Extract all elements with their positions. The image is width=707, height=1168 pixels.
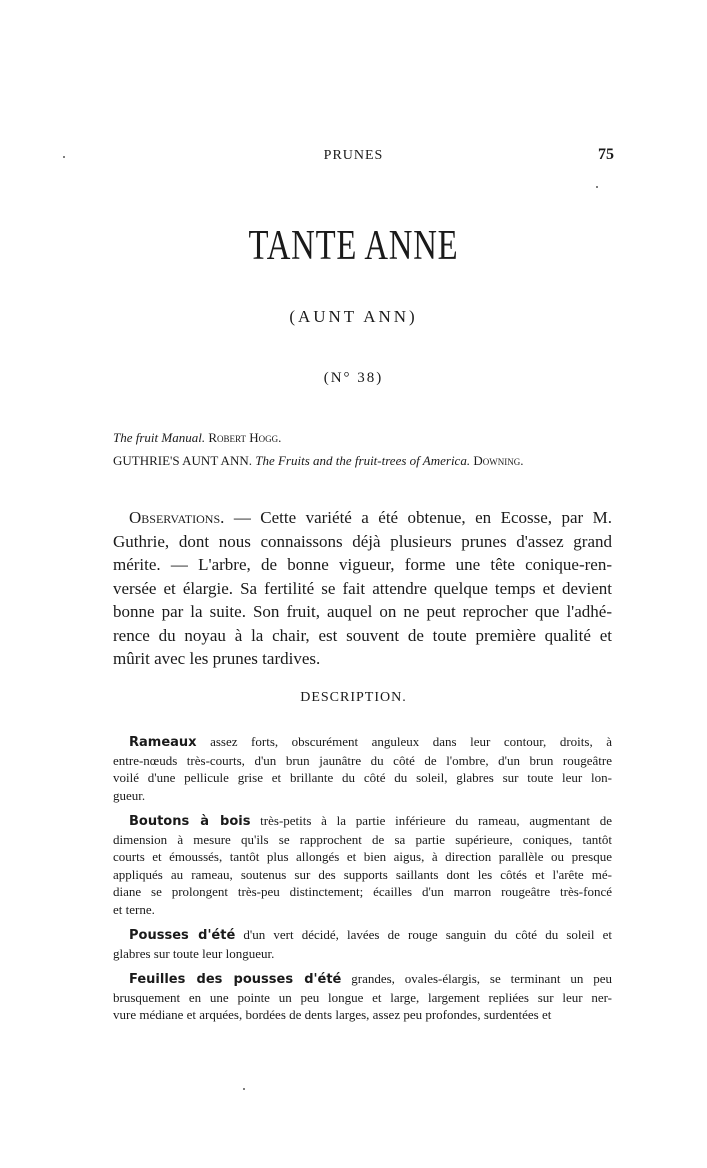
reference — [113, 426, 613, 449]
description-paragraph — [113, 812, 612, 918]
text-line: diane se prolongent très-peu distinctement; écailles d'un marron rougeâtre très-foncé — [113, 884, 612, 899]
text-line — [113, 506, 612, 530]
description-body — [113, 733, 612, 1032]
paragraph-lead: Boutons à bois — [129, 814, 251, 829]
text-fragment: grandes, ovales-élargis, se terminant un peu — [341, 971, 612, 986]
text-line — [113, 970, 612, 989]
text-line: entre-nœuds très-courts, d'un brun jaunâtre du côté de l'ombre, d'un brun rougeâtre — [113, 752, 612, 768]
text-line: Guthrie, dont nous connaissons déjà plusieurs prunes d'assez grand — [113, 531, 612, 551]
text-line — [113, 733, 612, 752]
text-line: gueur. — [113, 787, 146, 803]
text-fragment: — Cette variété a été obtenue, en Ecosse, par M. — [224, 508, 612, 527]
text-line: glabres sur toute leur longueur. — [113, 945, 275, 961]
paragraph-lead: Pousses d'été — [129, 928, 236, 943]
reference-author: Downing. — [473, 453, 524, 468]
references — [113, 426, 613, 472]
reference-work: The Fruits and the fruit-trees of America. — [255, 453, 471, 468]
text-line: voilé d'une pellicule grise et brillante du côté du soleil, glabres sur toute leur lon- — [113, 770, 612, 785]
subtitle: (AUNT ANN) — [289, 307, 418, 326]
text-line: rence du noyau à la chair, est souvent de toute première qualité et — [113, 625, 612, 645]
observations-lead: Observations. — [129, 508, 225, 527]
paragraph-lead: Rameaux — [129, 735, 197, 750]
text-line: courts et émoussés, tantôt plus allongés et bien aigus, à direction parallèle ou presque — [113, 849, 612, 864]
text-line — [113, 926, 612, 945]
text-line: dimension à mesure qu'ils se rapprochent de sa partie supérieure, coniques, tantôt — [113, 831, 612, 847]
text-line: appliqués au rameau, soutenus sur des supports saillants dont les côtés et l'arête mé- — [113, 866, 612, 882]
text-line: bonne par la suite. Son fruit, auquel on ne peut reprocher que l'adhé- — [113, 602, 612, 621]
page-title: TANTE ANNE — [248, 223, 459, 269]
text-line: mûrit avec les prunes tardives. — [113, 649, 321, 668]
description-paragraph — [113, 970, 612, 1024]
text-fragment: assez forts, obscurément anguleux dans leur contour, droits, à — [196, 734, 612, 749]
scan-speck — [63, 156, 65, 158]
text-line: vure médiane et arquées, bordées de dents larges, assez peu profondes, surdentées et — [113, 1007, 552, 1022]
description-paragraph — [113, 733, 612, 804]
reference-author: Robert Hogg. — [208, 430, 282, 445]
scan-speck — [596, 186, 598, 188]
description-heading: DESCRIPTION. — [300, 690, 407, 705]
reference — [113, 449, 613, 472]
variety-number: (N° 38) — [323, 370, 384, 386]
text-fragment: très-petits à la partie inférieure du rameau, augmentant de — [250, 813, 612, 828]
reference-work: The fruit Manual. — [113, 430, 206, 445]
reference-name: GUTHRIE'S AUNT ANN. — [113, 453, 252, 468]
description-paragraph — [113, 926, 612, 962]
scan-speck — [243, 1088, 245, 1090]
page-number: 75 — [598, 146, 614, 163]
observations-paragraph — [113, 506, 612, 671]
text-line: versée et élargie. Sa fertilité se fait attendre quelque temps et devient — [113, 578, 612, 598]
text-line: mérite. — L'arbre, de bonne vigueur, forme une tête conique-ren- — [113, 555, 612, 574]
text-line: brusquement en une pointe un peu longue et large, largement repliées sur leur ner- — [113, 989, 612, 1005]
running-title: PRUNES — [323, 148, 384, 163]
text-line — [113, 812, 612, 831]
text-fragment: d'un vert décidé, lavées de rouge sanguin du côté du soleil et — [235, 927, 612, 942]
paragraph-lead: Feuilles des pousses d'été — [129, 972, 342, 987]
text-line: et terne. — [113, 901, 155, 917]
